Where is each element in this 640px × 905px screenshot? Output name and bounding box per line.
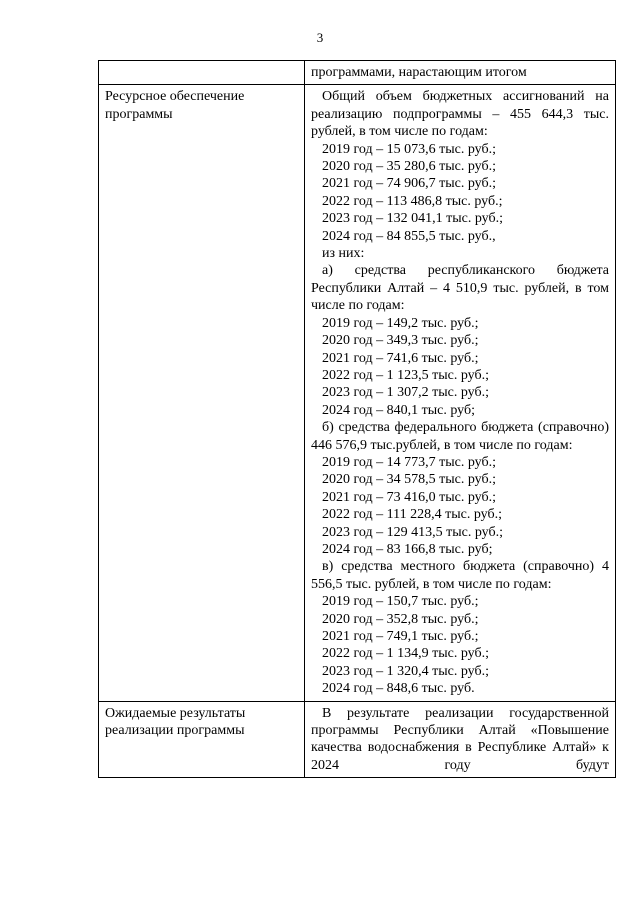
- table-row-resources: [99, 85, 616, 701]
- results-label: Ожидаемые результаты реализации программы: [105, 705, 246, 739]
- republic-years-list: [311, 315, 609, 419]
- list-item: 2024 год – 840,1 тыс. руб;: [322, 402, 475, 418]
- list-item: 2024 год – 83 166,8 тыс. руб;: [322, 541, 493, 557]
- federal-budget-text: б) средства федерального бюджета (справочно) 446 576,9 тыс.рублей, в том числе по годам:: [311, 420, 609, 453]
- list-item: 2021 год – 73 416,0 тыс. руб.;: [322, 489, 496, 505]
- list-item: 2022 год – 1 134,9 тыс. руб.;: [322, 646, 489, 662]
- resources-content-cell: [305, 85, 616, 701]
- list-item: 2023 год – 1 307,2 тыс. руб.;: [322, 385, 489, 401]
- program-passport-table: [98, 60, 616, 778]
- local-years-list: [311, 593, 609, 697]
- list-item: 2021 год – 749,1 тыс. руб.;: [322, 629, 479, 644]
- results-label-cell: [99, 701, 305, 778]
- list-item: 2020 год – 34 578,5 тыс. руб.;: [322, 472, 496, 488]
- results-text: В результате реализации государственной программы Республики Алтай «Повышение качества водоснабжения в Республике Алтай» к 2024 году будут: [311, 705, 609, 773]
- list-item: 2024 год – 848,6 тыс. руб.: [322, 681, 475, 697]
- continuation-text: программами, нарастающим итогом: [311, 65, 527, 80]
- list-item: 2022 год – 1 123,5 тыс. руб.;: [322, 367, 489, 383]
- list-item: 2022 год – 113 486,8 тыс. руб.;: [322, 193, 503, 209]
- results-content-cell: [305, 701, 616, 778]
- list-item: 2023 год – 129 413,5 тыс. руб.;: [322, 524, 503, 540]
- list-item: 2021 год – 74 906,7 тыс. руб.;: [322, 176, 496, 192]
- republic-budget-text: а) средства республиканского бюджета Республики Алтай – 4 510,9 тыс. рублей, в том числе по годам:: [311, 263, 609, 314]
- page-number: 3: [316, 30, 324, 45]
- resources-label: Ресурсное обеспечение программы: [105, 89, 245, 122]
- list-item: 2022 год – 111 228,4 тыс. руб.;: [322, 507, 502, 523]
- total-years-list: [311, 141, 609, 245]
- table-row-results: [99, 701, 616, 778]
- list-item: 2019 год – 14 773,7 тыс. руб.;: [322, 454, 496, 470]
- federal-years-list: [311, 454, 609, 558]
- list-item: 2019 год – 150,7 тыс. руб.;: [322, 594, 479, 610]
- continuation-label-cell: [99, 61, 305, 85]
- list-item: 2021 год – 741,6 тыс. руб.;: [322, 350, 479, 366]
- list-item: 2019 год – 15 073,6 тыс. руб.;: [322, 141, 496, 157]
- local-budget-text: в) средства местного бюджета (справочно) 4 556,5 тыс. рублей, в том числе по годам:: [311, 559, 609, 592]
- list-item: 2020 год – 35 280,6 тыс. руб.;: [322, 159, 496, 175]
- list-item: 2023 год – 1 320,4 тыс. руб.;: [322, 663, 489, 679]
- continuation-content-cell: [305, 61, 616, 85]
- list-item: 2019 год – 149,2 тыс. руб.;: [322, 315, 479, 331]
- table-row-continuation: [99, 61, 616, 85]
- list-item: 2023 год – 132 041,1 тыс. руб.;: [322, 211, 503, 227]
- resources-label-cell: [99, 85, 305, 701]
- of-which-label: из них:: [322, 246, 365, 262]
- list-item: 2020 год – 352,8 тыс. руб.;: [322, 611, 479, 627]
- list-item: 2024 год – 84 855,5 тыс. руб.,: [322, 228, 496, 244]
- list-item: 2020 год – 349,3 тыс. руб.;: [322, 333, 479, 349]
- resources-total-text: Общий объем бюджетных ассигнований на реализацию подпрограммы – 455 644,3 тыс. рублей, в том числе по годам:: [311, 89, 609, 140]
